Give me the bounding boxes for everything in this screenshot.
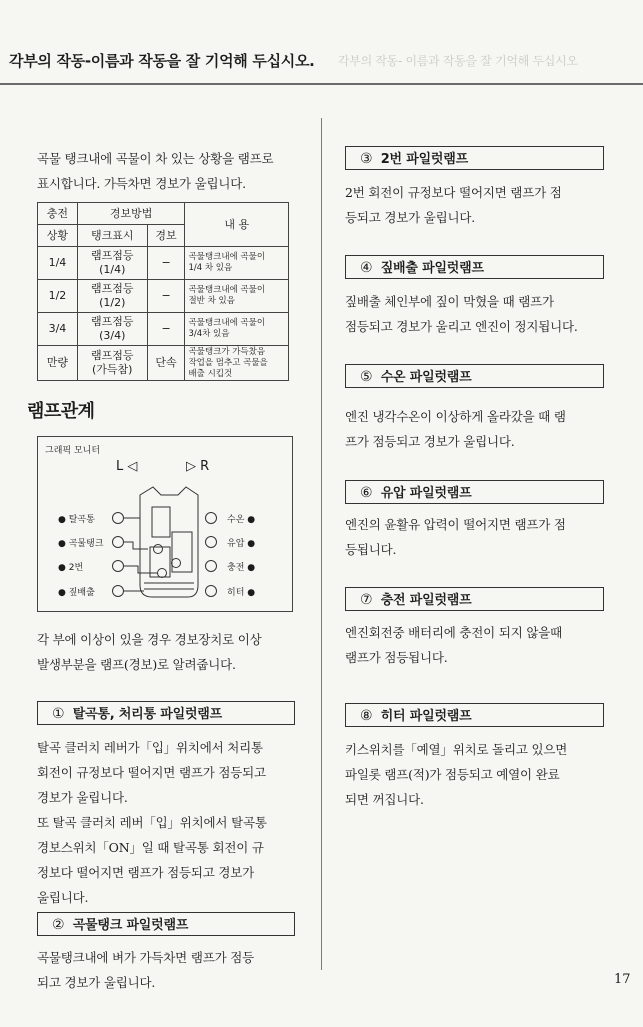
alarm-cell: 단속: [147, 346, 185, 381]
table-row: [38, 346, 289, 381]
header-bleed-through-text: 각부의 작동- 이름과 작동을 잘 기억해 두십시오: [338, 54, 578, 68]
section-body-second: 2번 회전이 규정보다 떨어지면 램프가 점 등되고 경보가 울립니다.: [345, 185, 562, 225]
monitor-label-straw: ● 짚배출: [58, 588, 95, 598]
header-cell: 경보방법: [77, 203, 185, 225]
header-cell: 충전: [38, 203, 78, 225]
lamp-dot-icon: ●: [58, 515, 66, 525]
lamp-dot-icon: ●: [58, 563, 66, 573]
section-heading-straw: ④ 짚배출 파일럿램프: [345, 255, 604, 279]
section-heading-charge: ⑦ 충전 파일럿램프: [345, 587, 604, 611]
monitor-title: 그래픽 모니터: [45, 446, 101, 456]
status-cell: 1/4: [38, 247, 78, 280]
graphic-monitor-diagram: [37, 436, 293, 612]
lamp-section-title: 램프관계: [27, 401, 95, 422]
status-cell: 1/2: [38, 280, 78, 313]
section-heading-grain-tank: ② 곡물탱크 파일럿램프: [37, 912, 295, 936]
alarm-cell: −: [147, 313, 185, 346]
monitor-label-second: ● 2번: [58, 563, 84, 573]
monitor-label-grain-tank: ● 곡물탱크: [58, 539, 104, 549]
monitor-note-text: 각 부에 이상이 있을 경우 경보장치로 이상 발생부분을 램프(경보)로 알려줍니다.: [37, 632, 262, 672]
lamp-cell: 램프점등 (1/4): [77, 247, 147, 280]
section-body-charge: 엔진회전중 배터리에 충전이 되지 않을때 램프가 점등됩니다.: [345, 625, 562, 665]
lamp-dot-icon: ●: [247, 563, 256, 573]
lamp-cell: 램프점등 (1/2): [77, 280, 147, 313]
section-body-straw: 짚배출 체인부에 짚이 막혔을 때 램프가 점등되고 경보가 울리고 엔진이 정지됩니다.: [345, 294, 578, 334]
section-heading-oil-pressure: ⑥ 유압 파일럿램프: [345, 480, 604, 504]
page-header-title: 각부의 작동-이름과 작동을 잘 기억해 두십시오.: [9, 52, 315, 70]
table-row: [38, 280, 289, 313]
header-cell: 내 용: [185, 203, 289, 247]
combine-outline-icon: [38, 437, 292, 611]
section-heading-heater: ⑧ 히터 파일럿램프: [345, 703, 604, 727]
monitor-label-heater: 히터 ●: [227, 588, 256, 598]
tank-alarm-table: [37, 202, 289, 381]
lamp-dot-icon: ●: [247, 588, 256, 598]
alarm-cell: −: [147, 280, 185, 313]
tank-intro-text: 곡물 탱크내에 곡물이 차 있는 상황을 램프로 표시합니다. 가득차면 경보가 울립니다.: [37, 151, 274, 191]
header-rule: [0, 83, 643, 85]
section-heading-water-temp: ⑤ 수온 파일럿램프: [345, 364, 604, 388]
status-cell: 3/4: [38, 313, 78, 346]
content-cell: 곡물탱크가 가득찼음 작업을 멈추고 곡물을 배출 시킵것: [185, 346, 289, 381]
section-heading-thresher: ① 탈곡통, 처리통 파일럿램프: [37, 701, 295, 725]
status-cell: 만량: [38, 346, 78, 381]
section-body-oil-pressure: 엔진의 윤활유 압력이 떨어지면 램프가 점 등됩니다.: [345, 517, 566, 557]
lamp-dot-icon: ●: [58, 539, 66, 549]
header-cell: 경보: [147, 225, 185, 247]
lamp-cell: 램프점등 (가득참): [77, 346, 147, 381]
lamp-dot-icon: ●: [247, 515, 256, 525]
section-body-heater: 키스위치를「예열」위치로 돌리고 있으면 파일롯 램프(적)가 점등되고 예열이 완료 되면 꺼집니다.: [345, 742, 568, 807]
header-cell: 탱크표시: [77, 225, 147, 247]
left-arrow-indicator: L ◁: [116, 459, 138, 474]
lamp-dot-icon: ●: [247, 539, 256, 549]
section-body-grain-tank: 곡물탱크내에 벼가 가득차면 램프가 점등 되고 경보가 울립니다.: [37, 950, 254, 990]
lamp-cell: 램프점등 (3/4): [77, 313, 147, 346]
content-cell: 곡물탱크내에 곡물이 절반 차 있음: [185, 280, 289, 313]
section-body-water-temp: 엔진 냉각수온이 이상하게 올라갔을 때 램 프가 점등되고 경보가 울립니다.: [345, 409, 566, 449]
table-row: [38, 313, 289, 346]
column-divider: [321, 118, 322, 970]
right-arrow-indicator: ▷ R: [186, 459, 210, 474]
page-number: 17: [614, 972, 631, 987]
table-row: [38, 247, 289, 280]
content-cell: 곡물탱크내에 곡물이 1/4 차 있음: [185, 247, 289, 280]
monitor-label-oil-pressure: 유압 ●: [227, 539, 256, 549]
section-body-thresher: 탈곡 클러치 레버가「입」위치에서 처리통 회전이 규정보다 떨어지면 램프가 점등되고 경보가 울립니다. 또 탈곡 클러치 레버「입」위치에서 탈곡통 경보스위치「ON」일 때 탈곡통 회전이 규 정보다 떨어지면 램프가 점등되고 경보가 울립니다.: [37, 740, 267, 905]
section-heading-second: ③ 2번 파일럿램프: [345, 146, 604, 170]
content-cell: 곡물탱크내에 곡물이 3/4차 있음: [185, 313, 289, 346]
monitor-label-charge: 충전 ●: [227, 563, 256, 573]
lamp-dot-icon: ●: [58, 588, 66, 598]
header-cell: 상황: [38, 225, 78, 247]
alarm-cell: −: [147, 247, 185, 280]
monitor-label-thresher: ● 탈곡통: [58, 515, 95, 525]
monitor-label-water-temp: 수온 ●: [227, 515, 256, 525]
